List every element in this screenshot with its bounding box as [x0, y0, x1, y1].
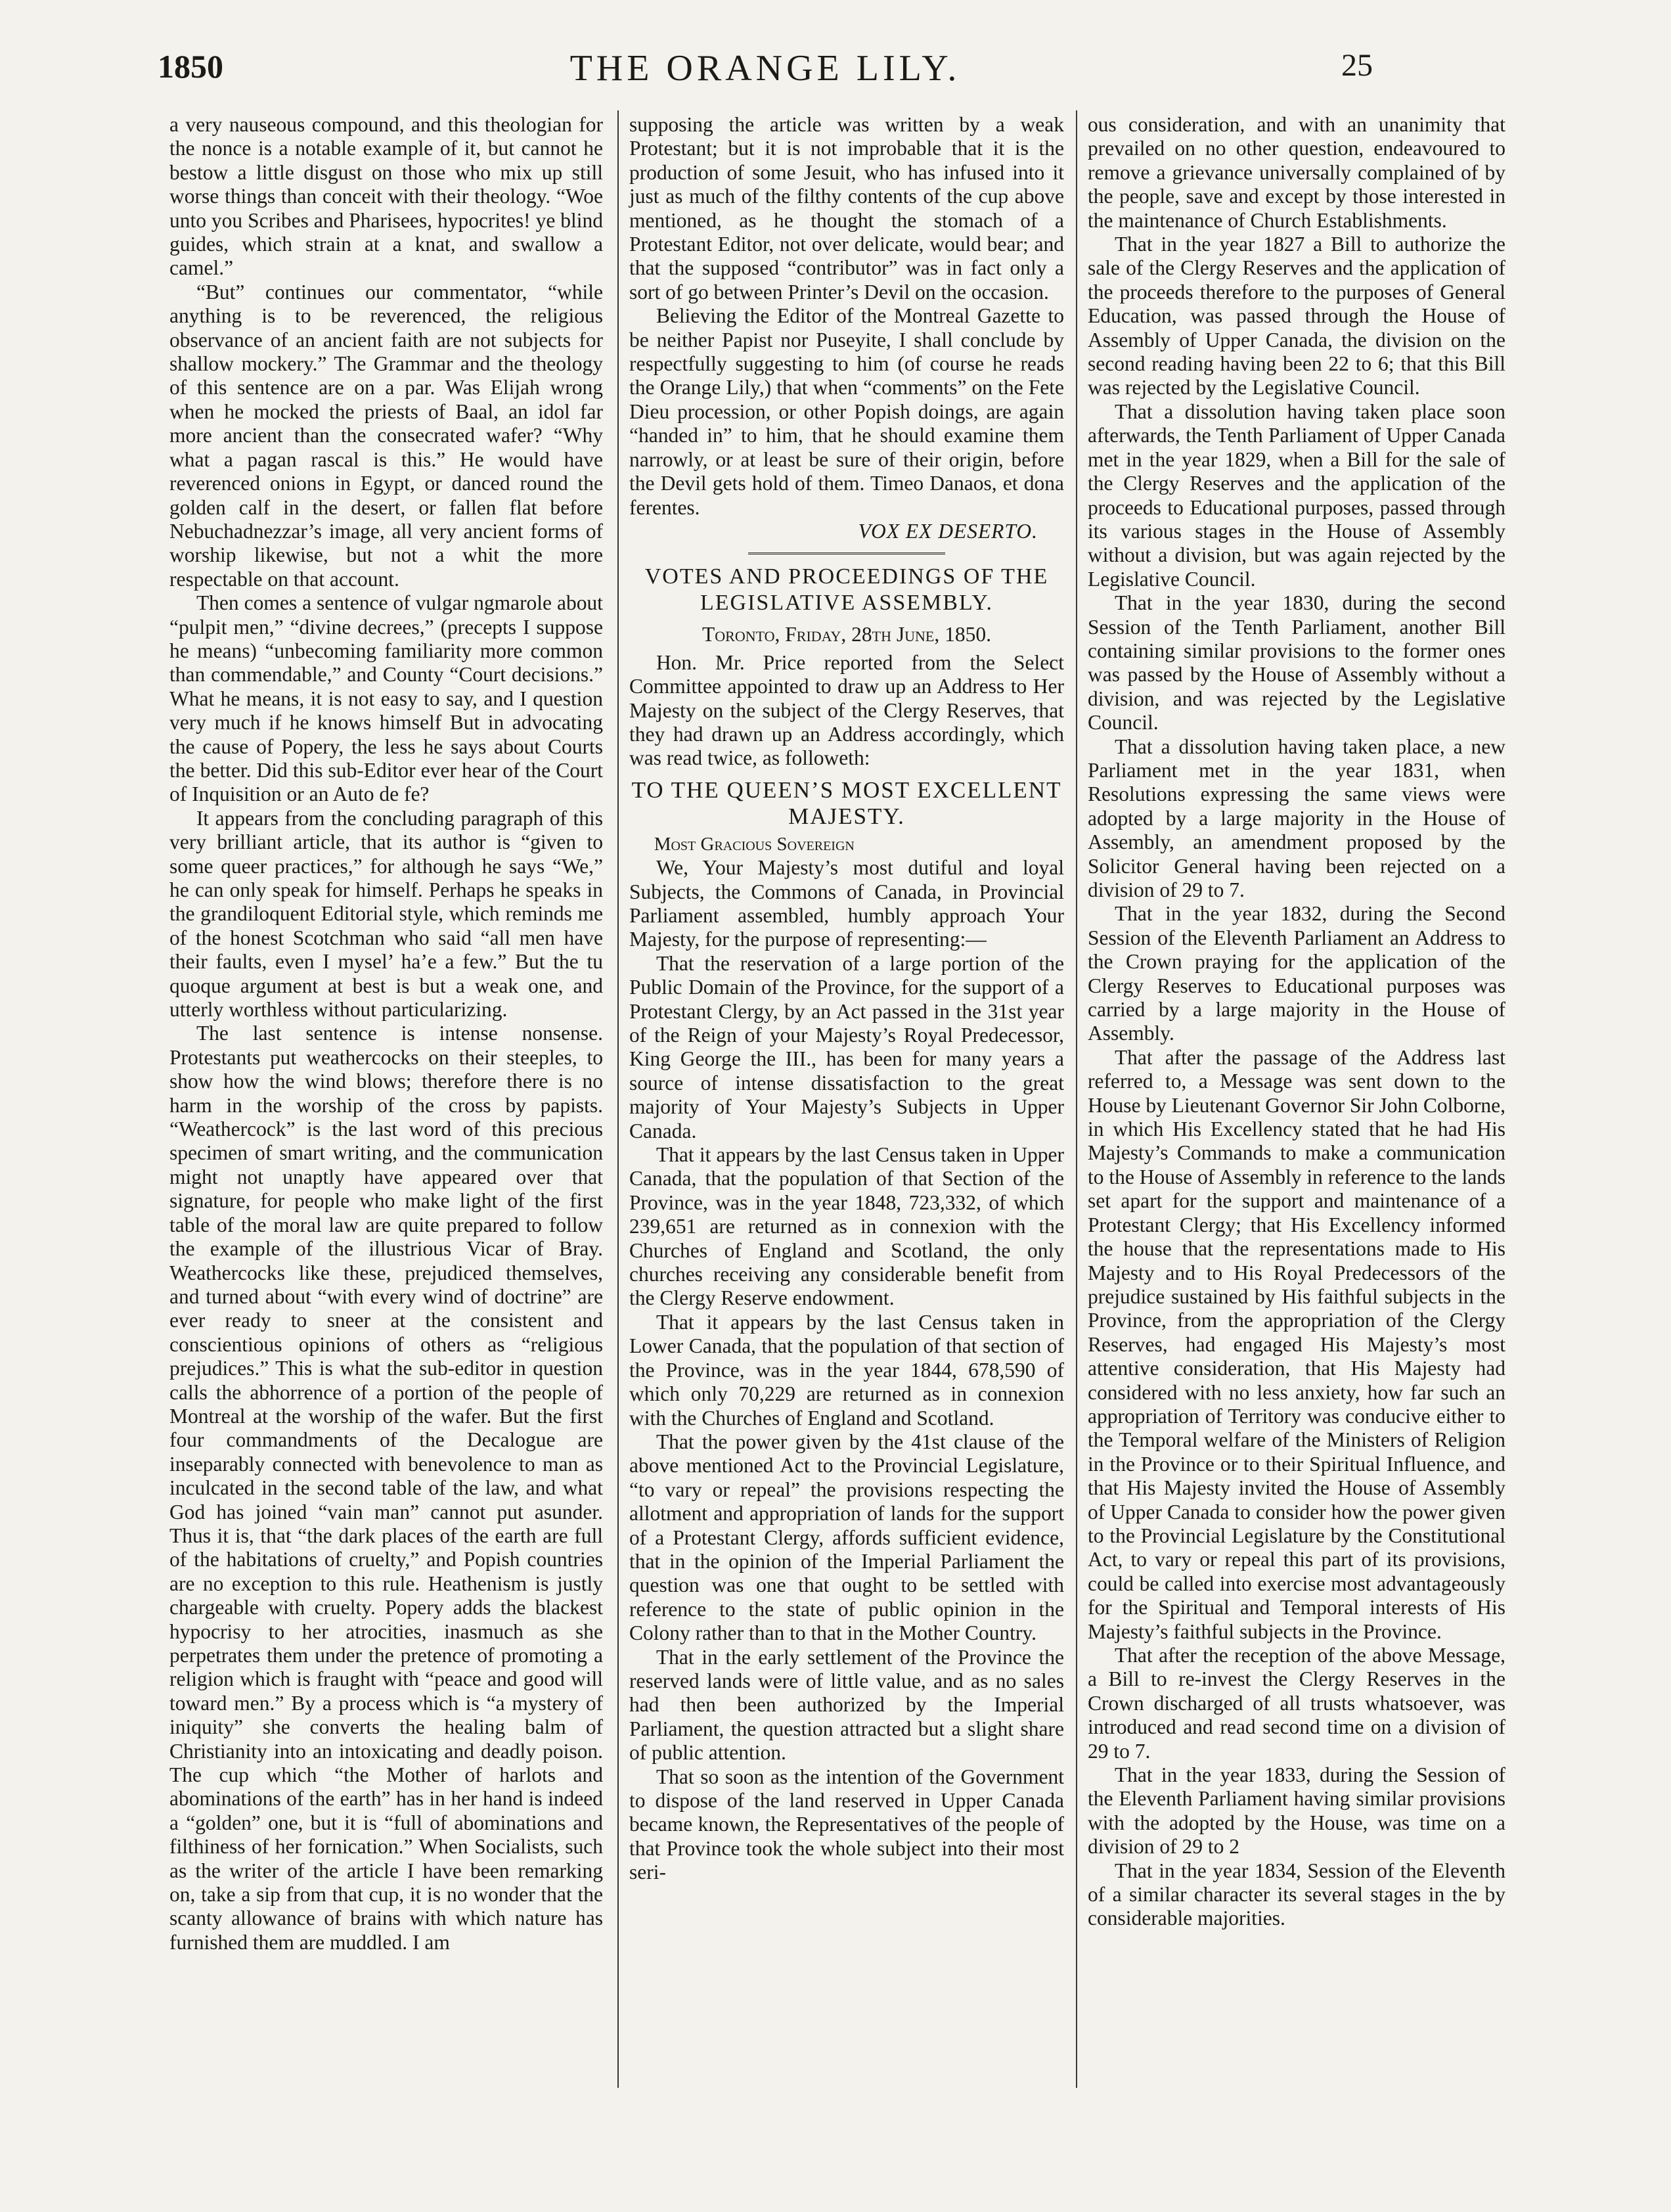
- paragraph: That in the year 1830, during the second Session of the Tenth Parliament, another Bill containing similar provisions to the former ones was passed by the House of Assembly without a division, and was rejected by the Legislative Council.: [1088, 591, 1505, 734]
- paragraph: That in the year 1833, during the Session of the Eleventh Parliament having similar provisions with the adopted by the House, was time on a division of 29 to 2: [1088, 1763, 1505, 1859]
- section-heading: VOTES AND PROCEEDINGS OF THE LEGISLATIVE ASSEMBLY.: [644, 564, 1049, 616]
- paragraph: Hon. Mr. Price reported from the Select Committee appointed to draw up an Address to Her Majesty on the subject of the Clergy Reserves, that they had drawn up an Address accordingly, which was read twice, as followeth:: [629, 650, 1064, 770]
- section-divider: [748, 553, 945, 557]
- column-1: [169, 113, 603, 1954]
- column-rule: [1076, 110, 1077, 2088]
- paragraph: supposing the article was written by a weak Protestant; but it is not improbable that it is the production of some Jesuit, who has infused into it just as much of the filthy contents of the cup above mentioned, as he thought the stomach of a Protestant Editor, not over delicate, would bear; and that the supposed “contributor” was in fact only a sort of go between Printer’s Devil on the occasion.: [629, 113, 1064, 304]
- paragraph: ous consideration, and with an unanimity that prevailed on no other question, endeavoured to remove a grievance universally complained of by the people, save and except by those interested in the maintenance of Church Establishments.: [1088, 113, 1505, 232]
- paragraph: That in the year 1827 a Bill to authorize the sale of the Clergy Reserves and the application of the proceeds therefore to the purposes of General Education, was passed through the House of Assembly of Upper Canada, the division on the second reading having been 22 to 6; that this Bill was rejected by the Legislative Council.: [1088, 233, 1505, 399]
- paragraph: That a dissolution having taken place, a new Parliament met in the year 1831, when Resolutions expressing the same views were adopted by a large majority in the House of Assembly, an amendment proposed by the Solicitor General having been rejected on a division of 29 to 7.: [1088, 734, 1505, 901]
- masthead: [158, 47, 1373, 93]
- paragraph: That in the year 1834, Session of the Eleventh of a similar character its several stages in the by considerable majorities.: [1088, 1859, 1505, 1930]
- paragraph: It appears from the concluding paragraph of this very brilliant article, that its author is “given to some queer practices,” for although he says “We,” he can only speak for himself. Perhaps he speaks in the grandiloquent Editorial style, which reminds me of the honest Scotchman who said “all men have their faults, even I mysel’ ha’e a few.” But the tu quoque argument at best is but a weak one, and utterly worthless without particularizing.: [169, 806, 603, 1022]
- paragraph: That the power given by the 41st clause of the above mentioned Act to the Provincial Legislature, “to vary or repeal” the provisions respecting the allotment and appropriation of lands for the support of a Protestant Clergy, affords sufficient evidence, that in the opinion of the Imperial Parliament the question was one that ought to be settled with reference to the state of public opinion in the Colony rather than to that in the Mother Country.: [629, 1430, 1064, 1645]
- paragraph: That after the passage of the Address last referred to, a Message was sent down to the House by Lieutenant Governor Sir John Colborne, in which His Excellency stated that he had His Majesty’s Commands to make a communication to the House of Assembly in reference to the lands set apart for the support and maintenance of a Protestant Clergy; that His Excellency informed the house that the representations made to His Majesty and to His Royal Predecessors of the prejudice sustained by His faithful subjects in the Province, from the appropriation of the Clergy Reserves, had engaged His Majesty’s most attentive consideration, that His Majesty had considered with no less anxiety, how far such an appropriation of Territory was conducive either to the Temporal welfare of the Ministers of Religion in the Province or to their Spiritual Influence, and that His Majesty invited the House of Assembly of Upper Canada to consider how the power given to the Provincial Legislature by the Constitutional Act, to vary or repeal this part of its provisions, could be called into exercise most advantageously for the Spiritual and Temporal interests of His Majesty’s faithful subjects in the Province.: [1088, 1045, 1506, 1643]
- issue-year: 1850: [158, 48, 223, 85]
- paragraph: That it appears by the last Census taken in Upper Canada, that the population of that Section of the Province, was in the year 1848, 723,332, of which 239,651 are returned as in connexion with the Churches of England and Scotland, the only churches receiving any considerable benefit from the Clergy Reserve endowment.: [629, 1143, 1064, 1310]
- paragraph: a very nauseous compound, and this theologian for the nonce is a notable example of it, but cannot he bestow a little disgust on those who mix up still worse things than conceit with their theology. “Woe unto you Scribes and Pharisees, hypocrites! ye blind guides, which strain at a knat, and swallow a camel.”: [169, 113, 603, 280]
- paragraph: “But” continues our commentator, “while anything is to be reverenced, the religious observance of an ancient faith are not subjects for shallow mockery.” The Grammar and the theology of this sentence are on a par. Was Elijah wrong when he mocked the priests of Baal, an idol far more ancient than the consecrated wafer? “Why what a pagan rascal is this.” He would have reverenced onions in Egypt, or danced round the golden calf in the desert, or fallen flat before Nebuchadnezzar’s image, all very ancient forms of worship likewise, but not a whit the more respectable on that account.: [169, 280, 603, 591]
- column-rule: [617, 110, 619, 2088]
- paragraph: We, Your Majesty’s most dutiful and loyal Subjects, the Commons of Canada, in Provincial Parliament assembled, humbly approach Your Majesty, for the purpose of representing:—: [629, 856, 1064, 951]
- address-heading: TO THE QUEEN’S MOST EXCELLENT MAJESTY.: [631, 777, 1062, 829]
- salutation: Most Gracious Sovereign: [654, 833, 855, 855]
- newspaper-title: THE ORANGE LILY.: [569, 48, 961, 89]
- paragraph: That after the reception of the above Message, a Bill to re-invest the Clergy Reserves in the Crown discharged of all trusts whatsoever, was introduced and read second time on a division of 29 to 7.: [1088, 1644, 1505, 1763]
- paragraph: Then comes a sentence of vulgar ngmarole about “pulpit men,” “divine decrees,” (precepts I suppose he means) “unbecoming familiarity more common than commendable,” and County “Court decisions.” What he means, it is not easy to say, and I question very much if he knows himself But in advocating the cause of Popery, the less he says about Courts the better. Did this sub-Editor ever hear of the Court of Inquisition or an Auto de fe?: [169, 591, 603, 806]
- signature: VOX EX DESERTO.: [858, 519, 1038, 543]
- paragraph: That a dissolution having taken place soon afterwards, the Tenth Parliament of Upper Canada met in the year 1829, when a Bill for the sale of the Clergy Reserves and the application of the proceeds to Educational purposes, passed through its various stages in the House of Assembly without a division, but was again rejected by the Legislative Council.: [1088, 399, 1505, 591]
- paragraph: Believing the Editor of the Montreal Gazette to be neither Papist nor Puseyite, I shall conclude by respectfully suggesting to him (of course he reads the Orange Lily,) that when “comments” on the Fete Dieu procession, or other Popish doings, are again “handed in” to him, that he should examine them narrowly, or at least be sure of their origin, before the Devil gets hold of them. Timeo Danaos, et dona ferentes.: [629, 304, 1064, 519]
- column-3: [1088, 113, 1505, 1931]
- paragraph: That in the early settlement of the Province the reserved lands were of little value, and as no sales had then been authorized by the Imperial Parliament, the question attracted but a slight share of public attention.: [629, 1645, 1064, 1765]
- paragraph: That so soon as the intention of the Government to dispose of the land reserved in Upper Canada became known, the Representatives of the people of that Province took the whole subject into their most seri-: [629, 1765, 1064, 1884]
- paragraph: The last sentence is intense nonsense. Protestants put weathercocks on their steeples, to show how the wind blows; therefore there is no harm in the worship of the cross by papists. “Weathercock” is the last word of this precious specimen of smart writing, and the communication might not unaptly have appeared over that signature, for people who make light of the first table of the moral law are quite prepared to follow the example of the illustrious Vicar of Bray. Weathercocks like these, prejudiced themselves, and turned about “with every wind of doctrine” are ever ready to sneer at the consistent and conscientious opinions of others as “religious prejudices.” This is what the sub-editor in question calls the abhorrence of a portion of the people of Montreal at the worship of the wafer. But the first four commandments of the Decalogue are inseparably connected with benevolence to man as inculcated in the second table of the law, and what God has joined “vain man” cannot put asunder. Thus it is, that “the dark places of the earth are full of the habitations of cruelty,” and Popish countries are no exception to this rule. Heathenism is justly chargeable with cruelty. Popery adds the blackest hypocrisy to her atrocities, inasmuch as she perpetrates them under the pretence of promoting a religion which is fraught with “peace and good will toward men.” By a process which is “a mystery of iniquity” she converts the healing balm of Christianity into an intoxicating and deadly poison. The cup which “the Mother of harlots and abominations of the earth” has in her hand is indeed a “golden” one, but it is “full of abominations and filthiness of her fornication.” When Socialists, such as the writer of the article I have been remarking on, take a sip from that cup, it is no wonder that the scanty allowance of brains with which nature has furnished them are muddled. I am: [169, 1022, 603, 1954]
- paragraph: That it appears by the last Census taken in Lower Canada, that the population of that section of the Province, was in the year 1844, 678,590 of which only 70,229 are returned as in connexion with the Churches of England and Scotland.: [629, 1310, 1064, 1430]
- page-number: 25: [1341, 48, 1373, 83]
- paragraph: That the reservation of a large portion of the Public Domain of the Province, for the support of a Protestant Clergy, by an Act passed in the 31st year of the Reign of your Majesty’s Royal Predecessor, King George the III., has been for many years a source of intense dissatisfaction to the great majority of Your Majesty’s Subjects in Upper Canada.: [629, 951, 1064, 1142]
- dateline: Toronto, Friday, 28th June, 1850.: [702, 623, 991, 646]
- column-2: [629, 113, 1064, 1885]
- paragraph: That in the year 1832, during the Second Session of the Eleventh Parliament an Address to the Crown praying for the application of the Clergy Reserves to Educational purposes was carried by a large majority in the House of Assembly.: [1088, 902, 1505, 1045]
